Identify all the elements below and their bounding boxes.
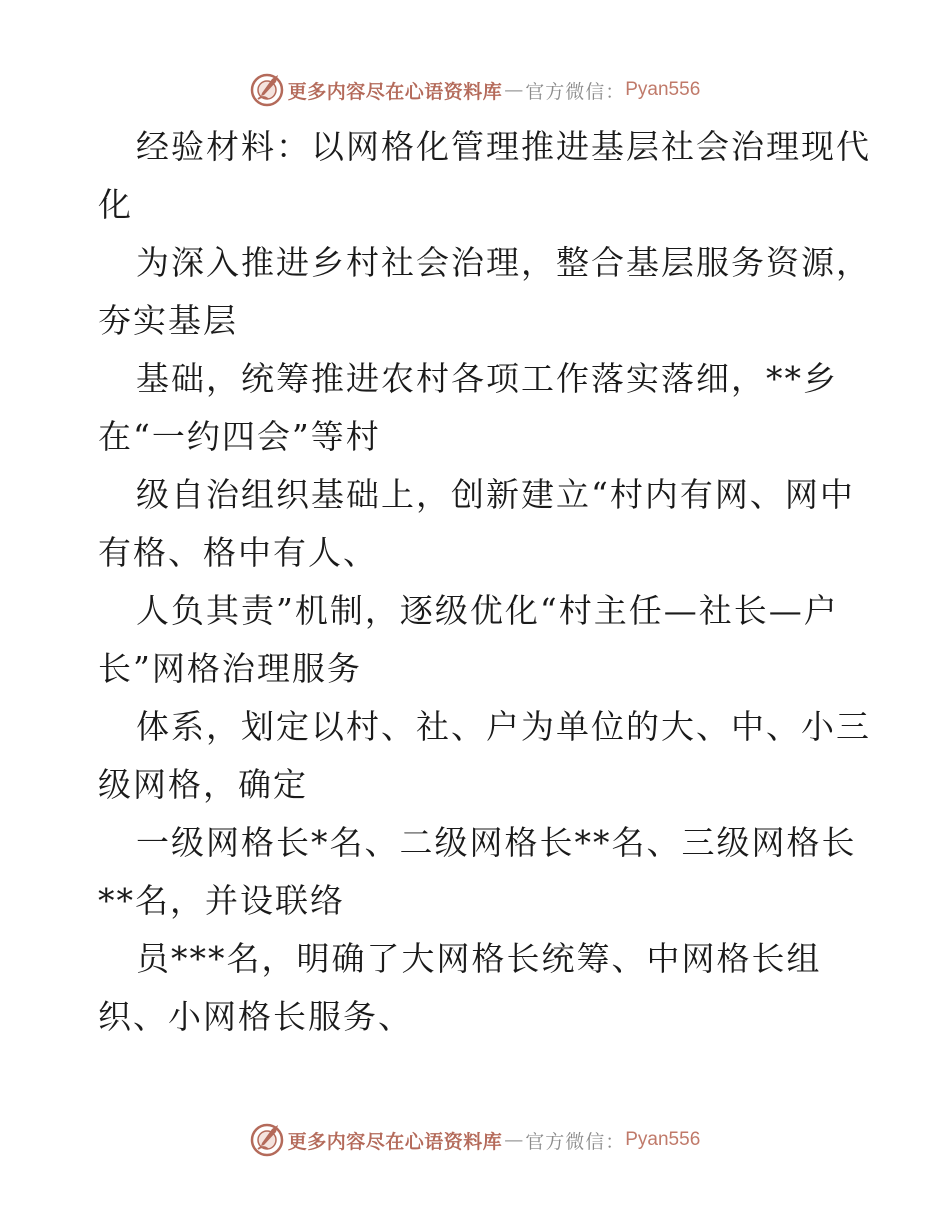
- paragraph-line: 有格、格中有人、: [98, 533, 378, 572]
- logo-icon: [250, 73, 284, 107]
- paragraph-line: 在“一约四会”等村: [98, 417, 381, 456]
- paragraph-line: 长”网格治理服务: [98, 649, 362, 688]
- paragraph-line: 人负其责”机制，逐级优化“村主任—社长—户: [136, 591, 839, 630]
- banner-dash: —: [504, 79, 524, 101]
- paragraph-line: 级网格，确定: [98, 765, 308, 804]
- banner-wechat-label: 官方微信：: [525, 80, 626, 103]
- banner-wechat-id: Pyan556: [625, 1129, 701, 1150]
- banner-dash: —: [504, 1129, 524, 1151]
- document-title-line: 经验材料：以网格化管理推进基层社会治理现代: [136, 127, 871, 166]
- paragraph-line: 员***名，明确了大网格长统筹、中网格长组: [136, 939, 822, 978]
- paragraph-line: 织、小网格长服务、: [98, 997, 413, 1036]
- banner-site-text: 更多内容尽在心语资料库: [287, 80, 503, 103]
- paragraph-line: 一级网格长*名、二级网格长**名、三级网格长: [136, 823, 857, 862]
- banner-site-text: 更多内容尽在心语资料库: [287, 1130, 503, 1153]
- paragraph-line: 基础，统筹推进农村各项工作落实落细，**乡: [136, 359, 838, 398]
- paragraph-line: 体系，划定以村、社、户为单位的大、中、小三: [136, 707, 871, 746]
- paragraph-line: 级自治组织基础上，创新建立“村内有网、网中: [136, 475, 855, 514]
- paragraph-line: **名，并设联络: [98, 881, 345, 920]
- banner-wechat-label: 官方微信：: [525, 1130, 626, 1153]
- paragraph-line: 夯实基层: [98, 301, 238, 340]
- logo-icon: [250, 1123, 284, 1157]
- footer-banner: [0, 1120, 950, 1160]
- header-banner: [0, 70, 950, 110]
- document-title-line: 化: [98, 185, 133, 224]
- banner-wechat-id: Pyan556: [625, 79, 701, 100]
- document-body: [98, 118, 871, 1046]
- paragraph-line: 为深入推进乡村社会治理，整合基层服务资源，: [136, 243, 871, 282]
